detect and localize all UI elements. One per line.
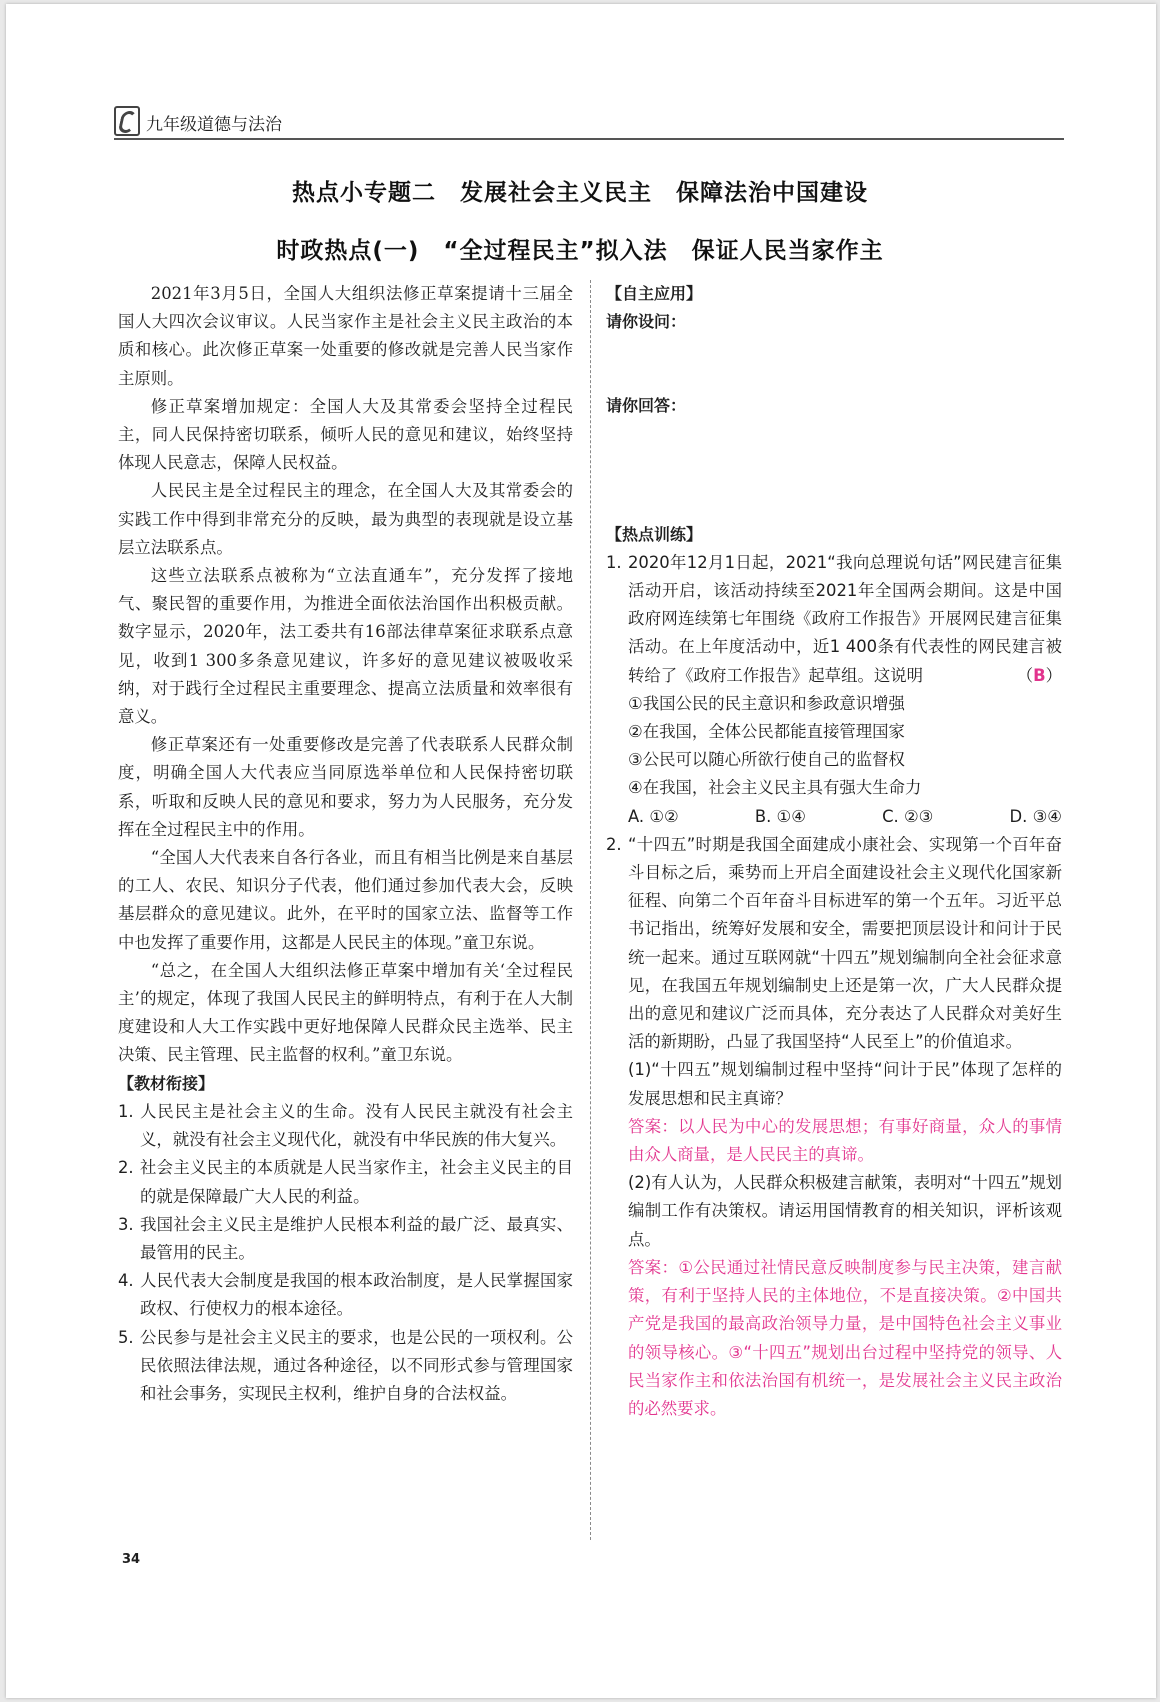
sj-logo-icon — [114, 106, 140, 136]
choice-a[interactable]: A. ①② — [628, 806, 679, 826]
answer-label: 请你回答： — [606, 396, 687, 416]
textbook-points — [118, 1098, 573, 1408]
self-apply-heading: 【自主应用】 — [606, 284, 703, 303]
answer-paren: （B） — [1016, 665, 1062, 685]
topic-subtitle: 时政热点(一) “全过程民主”拟入法 保证人民当家作主 — [276, 238, 884, 264]
option-statement: ④在我国，社会主义民主具有强大生命力 — [628, 778, 922, 798]
left-column — [118, 280, 573, 1408]
sub-question-1: (1)“十四五”规划编制过程中坚持“问计于民”体现了怎样的发展思想和民主真谛？ — [628, 1060, 1062, 1108]
list-item: 1. 人民民主是社会主义的生命。没有人民民主就没有社会主义，就没有社会主义现代化，就没有中华民族的伟大复兴。 — [118, 1101, 573, 1150]
list-item: 4. 人民代表大会制度是我国的根本政治制度，是人民掌握国家政权、行使权力的根本途径。 — [118, 1271, 573, 1319]
choice-d[interactable]: D. ③④ — [1009, 806, 1062, 826]
page-number: 34 — [122, 1552, 141, 1567]
ask-label: 请你设问： — [606, 312, 687, 332]
option-statement: ①我国公民的民主意识和参政意识增强 — [628, 693, 905, 713]
page-header — [114, 104, 1064, 140]
answer-2: 答案：①公民通过社情民意反映制度参与民主决策，建言献策，有利于坚持人民的主体地位，不是直接决策。②中国共产党是我国的最高政治领导力量，是中国特色社会主义事业的领导核心。③“十四五”规划出台过程中坚持党的领导、人民当家作主和依法治国有机统一，是发展社会主义民主政治的必然要求。 — [628, 1257, 1062, 1418]
option-statement: ③公民可以随心所欲行使自己的监督权 — [628, 750, 905, 770]
news-paragraph: 人民民主是全过程民主的理念，在全国人大及其常委会的实践工作中得到非常充分的反映，最为典型的表现就是设立基层立法联系点。 — [118, 481, 573, 557]
answer-letter: B — [1033, 665, 1046, 685]
question-1 — [606, 549, 1062, 690]
book-title: 九年级道德与法治 — [146, 115, 282, 135]
textbook-link-heading: 【教材衔接】 — [118, 1073, 215, 1093]
answer-1: 答案：以人民为中心的发展思想；有事好商量，众人的事情由众人商量，是人民民主的真谛。 — [628, 1116, 1062, 1165]
news-paragraph: 修正草案还有一处重要修改是完善了代表联系人民群众制度，明确全国人大代表应当同原选举单位和人民保持密切联系，听取和反映人民的意见和要求，努力为人民服务，充分发挥在全过程民主中的作用。 — [118, 735, 573, 839]
question-2 — [606, 831, 1062, 1057]
list-item: 2. 社会主义民主的本质就是人民当家作主，社会主义民主的目的就是保障最广大人民的利益。 — [118, 1158, 573, 1206]
answer-choices — [606, 803, 1062, 831]
list-item: 3. 我国社会主义民主是维护人民根本利益的最广泛、最真实、最管用的民主。 — [118, 1214, 573, 1262]
topic-title: 热点小专题二 发展社会主义民主 保障法治中国建设 — [292, 180, 868, 206]
choice-b[interactable]: B. ①④ — [754, 806, 806, 826]
news-paragraph: “总之，在全国人大组织法修正草案中增加有关‘全过程民主’的规定，体现了我国人民民主的鲜明特点，有利于在人大制度建设和人大工作实践中更好地保障人民群众民主选举、民主决策、民主管理、民主监督的权利。”童卫东说。 — [118, 960, 573, 1065]
choice-c[interactable]: C. ②③ — [882, 806, 934, 826]
news-paragraph: “全国人大代表来自各行各业，而且有相当比例是来自基层的工人、农民、知识分子代表，他们通过参加代表大会，反映基层群众的意见建议。此外，在平时的国家立法、监督等工作中也发挥了重要作用，这都是人民民主的体现。”童卫东说。 — [118, 848, 573, 952]
news-paragraph: 这些立法联系点被称为“立法直通车”，充分发挥了接地气、聚民智的重要作用，为推进全面依法治国作出积极贡献。数字显示，2020年，法工委共有16部法律草案征求联系点意见，收到1 300多条意见建议，许多好的意见建议被吸收采纳，对于践行全过程民主重要理念、提高立法质量和效率很有意义。 — [118, 566, 573, 727]
answer-writing-area[interactable] — [606, 421, 1062, 521]
ask-writing-area[interactable] — [606, 336, 1062, 392]
sub-question-2: (2)有人认为，人民群众积极建言献策，表明对“十四五”规划编制工作有决策权。请运用国情教育的相关知识，评析该观点。 — [628, 1173, 1062, 1249]
option-statement: ②在我国，全体公民都能直接管理国家 — [628, 722, 905, 742]
list-item: 5. 公民参与是社会主义民主的要求，也是公民的一项权利。公民依照法律法规，通过各种途径，以不同形式参与管理国家和社会事务，实现民主权利，维护自身的合法权益。 — [118, 1327, 573, 1403]
right-column — [606, 280, 1062, 1423]
question-stem: 1. 2020年12月1日起，2021“我向总理说句话”网民建言征集活动开启，该活动持续至2021年全国两会期间。这是中国政府网连续第七年围绕《政府工作报告》开展网民建言征集活动。在上年度活动中，近1 400条有代表性的网民建言被转给了《政府工作报告》起草组。这说明 （B） — [606, 549, 1062, 690]
training-heading: 【热点训练】 — [606, 524, 703, 544]
news-paragraph: 2021年3月5日，全国人大组织法修正草案提请十三届全国人大四次会议审议。人民当家作主是社会主义民主政治的本质和核心。此次修正草案一处重要的修改就是完善人民当家作主原则。 — [118, 284, 573, 388]
news-paragraph: 修正草案增加规定：全国人大及其常委会坚持全过程民主，同人民保持密切联系，倾听人民的意见和建议，始终坚持体现人民意志，保障人民权益。 — [118, 396, 573, 473]
column-divider — [590, 280, 591, 1540]
question-stem: 2. “十四五”时期是我国全面建成小康社会、实现第一个百年奋斗目标之后，乘势而上开启全面建设社会主义现代化国家新征程、向第二个百年奋斗目标进军的第一个五年。习近平总书记指出，统筹好发展和安全，需要把顶层设计和问计于民统一起来。通过互联网就“十四五”规划编制向全社会征求意见，在我国五年规划编制史上还是第一次，广大人民群众提出的意见和建议广泛而具体，充分表达了人民群众对美好生活的新期盼，凸显了我国坚持“人民至上”的价值追求。 — [606, 834, 1062, 1052]
